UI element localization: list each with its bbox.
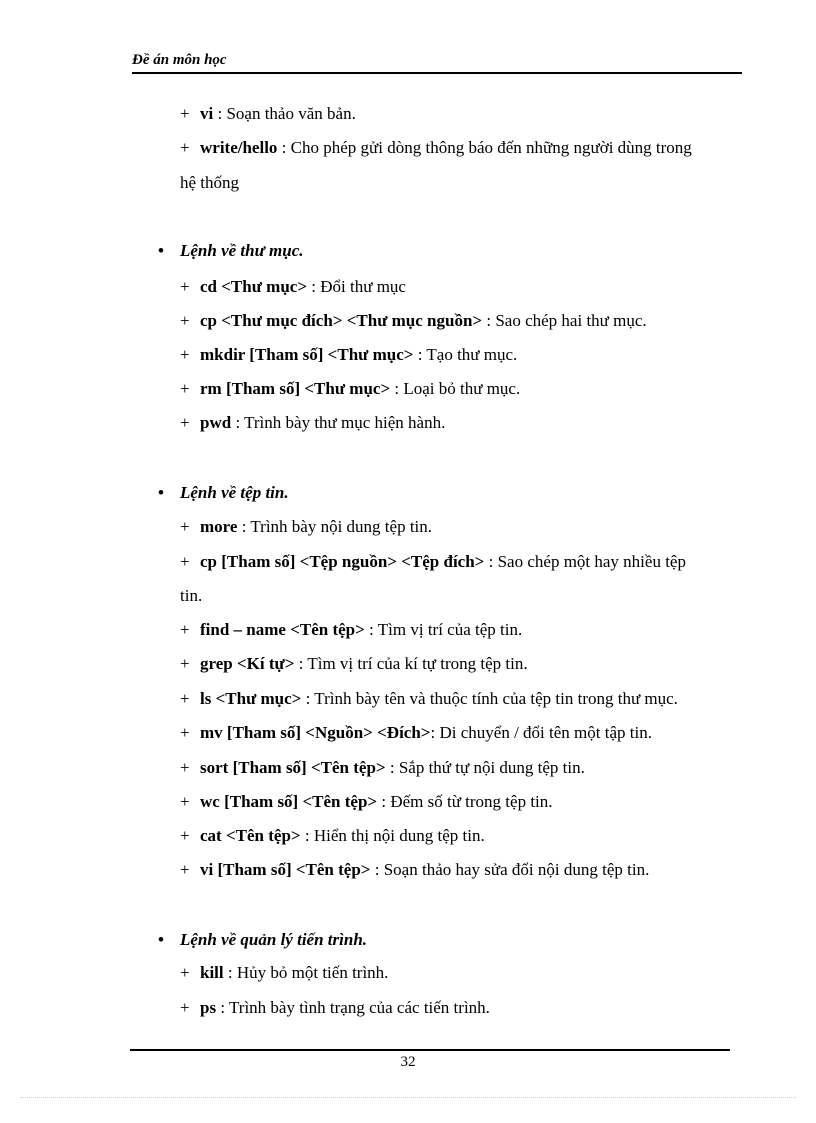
section-title-text: Lệnh về quản lý tiến trình. — [180, 930, 368, 949]
plus-marker: + — [180, 963, 190, 982]
section-title — [158, 241, 304, 261]
command-line — [180, 379, 520, 399]
plus-marker: + — [180, 552, 190, 571]
command-description: : Tạo thư mục. — [413, 345, 518, 364]
plus-marker: + — [180, 654, 190, 673]
command-line — [180, 104, 356, 124]
page-number: 32 — [400, 1054, 416, 1070]
command-description: : Trình bày tình trạng của các tiến trình. — [216, 998, 490, 1017]
command-description: : Đếm số từ trong tệp tin. — [377, 792, 553, 811]
command-name: cd <Thư mục> — [200, 277, 308, 296]
command-line — [180, 792, 553, 812]
command-description: : Tìm vị trí của tệp tin. — [364, 620, 523, 639]
page-header-title: Đề án môn học — [132, 52, 227, 68]
command-line — [180, 277, 406, 297]
command-name: kill — [200, 963, 224, 982]
plus-marker: + — [180, 138, 190, 157]
command-description: : Tìm vị trí của kí tự trong tệp tin. — [294, 654, 528, 673]
command-description: : Trình bày nội dung tệp tin. — [237, 517, 433, 536]
page-edge-dots — [20, 1097, 796, 1098]
plus-marker: + — [180, 413, 190, 432]
plus-marker: + — [180, 792, 190, 811]
plus-marker: + — [180, 379, 190, 398]
command-line — [180, 998, 490, 1018]
bullet-icon: • — [158, 930, 164, 949]
command-description: : Soạn thảo hay sửa đổi nội dung tệp tin. — [370, 860, 650, 879]
plus-marker: + — [180, 998, 190, 1017]
plus-marker: + — [180, 723, 190, 742]
command-name: sort [Tham số] <Tên tệp> — [200, 758, 386, 777]
command-description: : Hủy bỏ một tiến trình. — [223, 963, 389, 982]
plus-marker: + — [180, 860, 190, 879]
section-title — [158, 483, 289, 503]
command-name: vi [Tham số] <Tên tệp> — [200, 860, 371, 879]
command-line — [180, 689, 678, 709]
section-title-text: Lệnh về thư mục. — [180, 241, 304, 260]
plus-marker: + — [180, 277, 190, 296]
plus-marker: + — [180, 311, 190, 330]
command-line — [180, 723, 652, 743]
command-line — [180, 758, 585, 778]
command-description: : Loại bỏ thư mục. — [390, 379, 521, 398]
wrapped-text: hệ thống — [180, 173, 240, 192]
wrapped-text: tin. — [180, 586, 203, 605]
command-description: : Soạn thảo văn bản. — [213, 104, 356, 123]
bullet-icon: • — [158, 483, 164, 502]
command-name: cp [Tham số] <Tệp nguồn> <Tệp đích> — [200, 552, 485, 571]
command-name: find – name <Tên tệp> — [200, 620, 365, 639]
plus-marker: + — [180, 104, 190, 123]
command-line — [180, 138, 692, 158]
command-name: wc [Tham số] <Tên tệp> — [200, 792, 378, 811]
command-name: cat <Tên tệp> — [200, 826, 301, 845]
command-description: : Sao chép một hay nhiều tệp — [484, 552, 686, 571]
section-title — [158, 930, 367, 950]
plus-marker: + — [180, 517, 190, 536]
command-line — [180, 552, 686, 572]
command-name: more — [200, 517, 238, 536]
command-name: rm [Tham số] <Thư mục> — [200, 379, 391, 398]
command-description: : Trình bày tên và thuộc tính của tệp tin trong thư mục. — [301, 689, 678, 708]
plus-marker: + — [180, 826, 190, 845]
command-name: grep <Kí tự> — [200, 654, 295, 673]
command-line — [180, 860, 649, 880]
command-name: ps — [200, 998, 217, 1017]
command-description: : Trình bày thư mục hiện hành. — [231, 413, 446, 432]
command-line — [180, 826, 485, 846]
command-description: : Di chuyển / đổi tên một tập tin. — [430, 723, 652, 742]
plus-marker: + — [180, 689, 190, 708]
command-line — [180, 620, 522, 640]
footer-rule — [130, 1049, 730, 1051]
command-name: ls <Thư mục> — [200, 689, 302, 708]
command-line — [180, 413, 445, 433]
command-name: mkdir [Tham số] <Thư mục> — [200, 345, 414, 364]
plus-marker: + — [180, 758, 190, 777]
section-title-text: Lệnh về tệp tin. — [180, 483, 289, 502]
command-name: cp <Thư mục đích> <Thư mục nguồn> — [200, 311, 483, 330]
command-name: vi — [200, 104, 214, 123]
command-description: : Sắp thứ tự nội dung tệp tin. — [385, 758, 585, 777]
command-line — [180, 345, 517, 365]
bullet-icon: • — [158, 241, 164, 260]
header-rule — [132, 72, 742, 74]
command-description: : Sao chép hai thư mục. — [482, 311, 647, 330]
command-line — [180, 654, 528, 674]
command-line — [180, 311, 647, 331]
plus-marker: + — [180, 620, 190, 639]
command-line — [180, 963, 388, 983]
command-description: : Cho phép gửi dòng thông báo đến những người dùng trong — [277, 138, 692, 157]
command-name: mv [Tham số] <Nguồn> <Đích> — [200, 723, 431, 742]
command-line — [180, 517, 432, 537]
command-name: pwd — [200, 413, 232, 432]
plus-marker: + — [180, 345, 190, 364]
command-name: write/hello — [200, 138, 278, 157]
command-description: : Hiển thị nội dung tệp tin. — [300, 826, 485, 845]
command-description: : Đổi thư mục — [307, 277, 406, 296]
